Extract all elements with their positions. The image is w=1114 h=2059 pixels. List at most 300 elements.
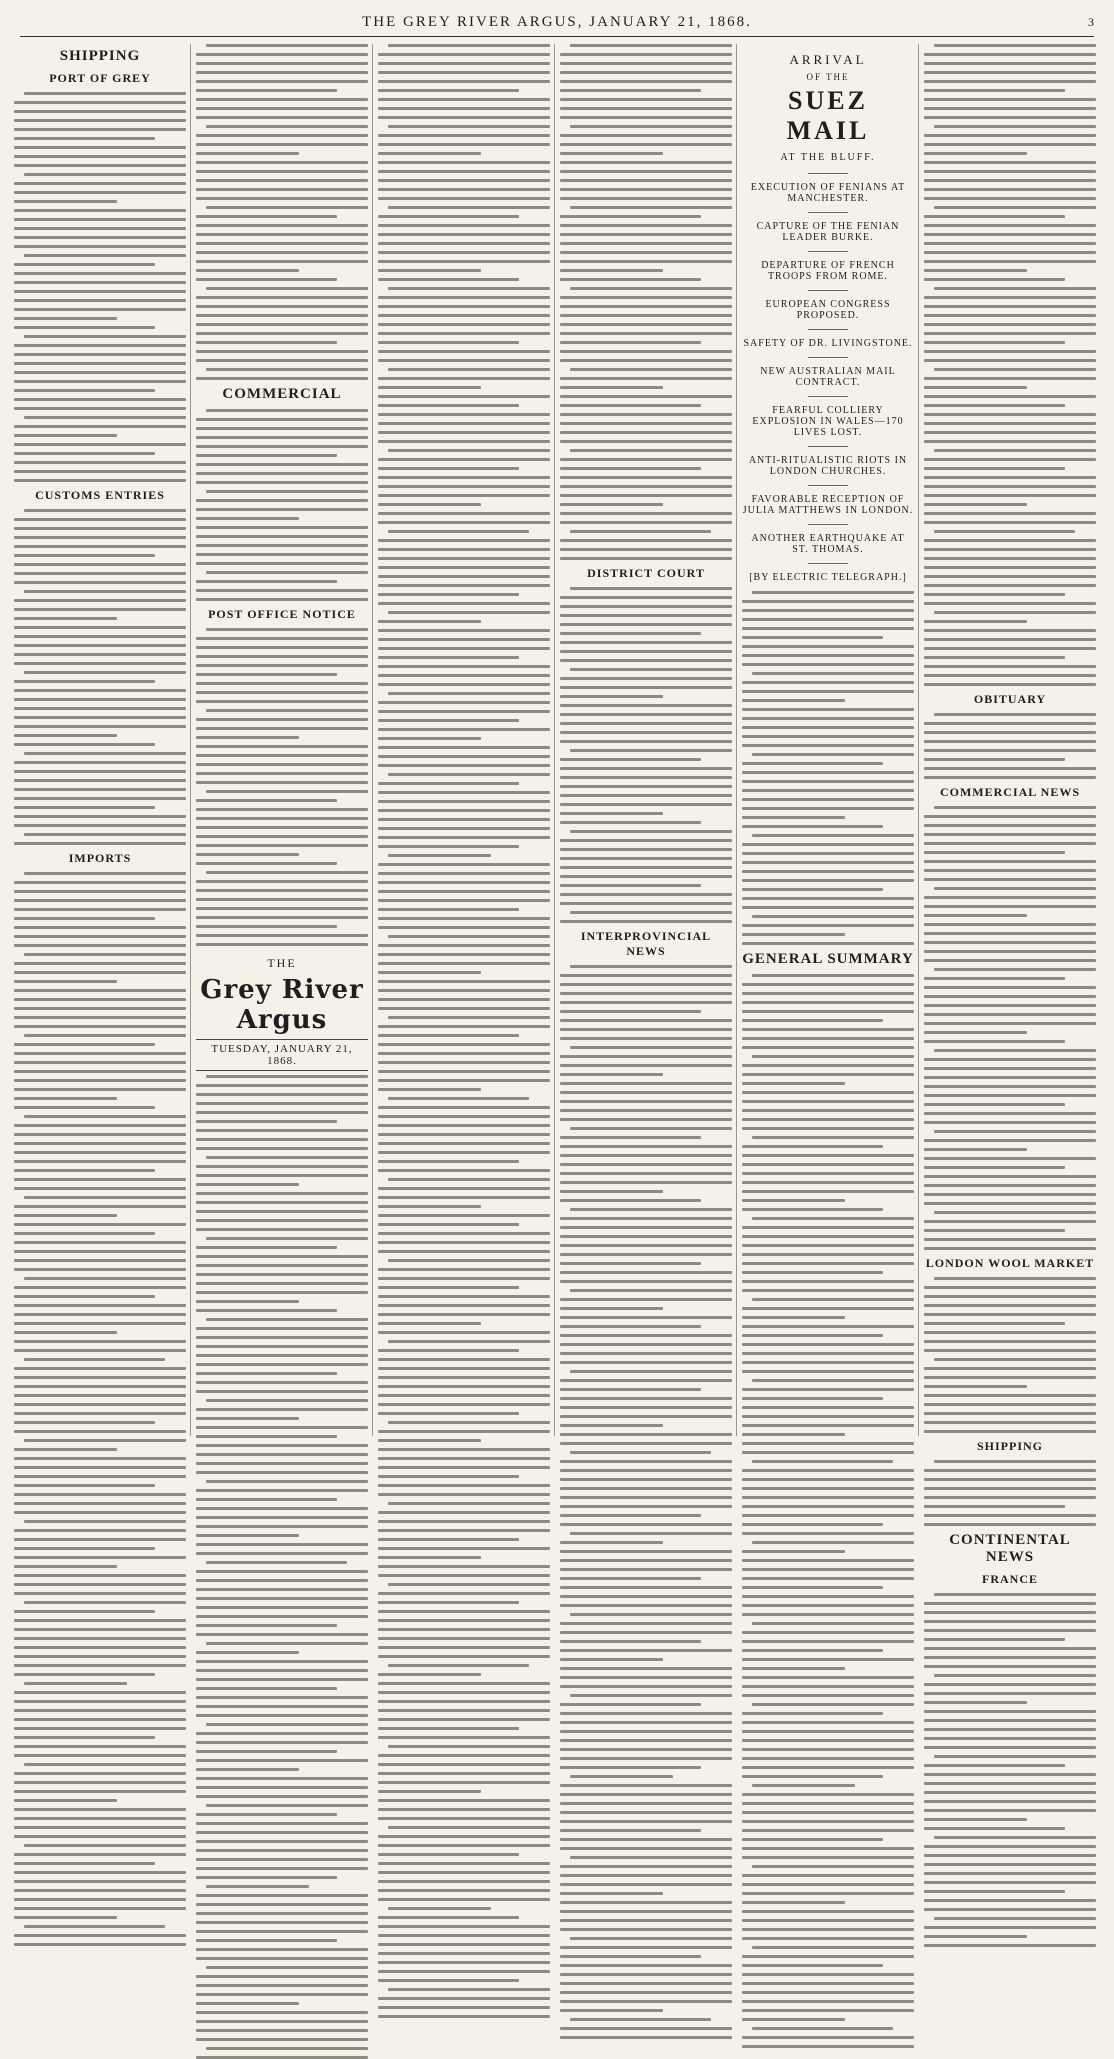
text-line — [570, 911, 732, 914]
text-line — [752, 974, 914, 977]
text-line — [560, 1928, 732, 1931]
text-line — [196, 1246, 337, 1249]
text-line — [570, 1532, 732, 1535]
text-line — [196, 296, 368, 299]
text-line — [196, 1849, 368, 1852]
column-5 — [742, 44, 919, 1436]
text-line — [742, 1883, 914, 1886]
text-line — [378, 1043, 550, 1046]
text-line — [742, 1235, 914, 1238]
text-line — [14, 443, 186, 446]
text-line — [924, 1331, 1096, 1334]
text-line — [14, 1664, 186, 1667]
text-line — [560, 1631, 732, 1634]
text-line — [742, 1964, 883, 1967]
text-line — [560, 641, 732, 644]
text-line — [14, 1448, 117, 1451]
text-line — [560, 1964, 732, 1967]
text-line — [924, 521, 1096, 524]
text-line — [560, 1838, 732, 1841]
text-line — [560, 1091, 732, 1094]
text-line — [560, 1991, 732, 1994]
text-line — [570, 449, 732, 452]
text-line — [378, 782, 519, 785]
text-line — [924, 977, 1065, 980]
text-line — [924, 314, 1096, 317]
text-line — [924, 1944, 1096, 1947]
text-line — [742, 1082, 845, 1085]
masthead-title: Grey River Argus — [200, 975, 364, 1035]
text-line — [570, 1451, 711, 1454]
text-line — [742, 861, 914, 864]
text-line — [924, 1523, 1096, 1526]
text-line — [560, 413, 732, 416]
text-line — [196, 1219, 368, 1222]
text-line — [924, 1013, 1096, 1016]
text-line — [742, 1181, 914, 1184]
text-line — [742, 1901, 845, 1904]
text-line — [14, 146, 186, 149]
text-line — [752, 672, 914, 675]
text-line — [924, 161, 1096, 164]
text-line — [924, 512, 1096, 515]
text-line — [388, 1259, 550, 1262]
text-line — [14, 1655, 186, 1658]
text-line — [934, 44, 1096, 47]
text-line — [742, 1514, 914, 1517]
text-line — [14, 989, 186, 992]
text-line — [752, 1946, 914, 1949]
text-line — [570, 530, 711, 533]
text-line — [742, 992, 914, 995]
text-line — [196, 454, 337, 457]
text-line — [560, 704, 732, 707]
text-line — [14, 1718, 186, 1721]
text-line — [378, 1682, 550, 1685]
text-line — [752, 591, 914, 594]
text-line — [560, 152, 663, 155]
text-line — [14, 1088, 186, 1091]
text-line — [560, 1406, 732, 1409]
text-line — [14, 1322, 186, 1325]
text-line — [14, 1511, 186, 1514]
text-line — [196, 1093, 368, 1096]
text-line — [560, 1199, 701, 1202]
text-line — [196, 1795, 368, 1798]
text-line — [14, 1160, 186, 1163]
text-line — [196, 1408, 368, 1411]
text-line — [560, 2009, 663, 2012]
text-line — [378, 1538, 519, 1541]
text-line — [742, 1712, 883, 1715]
text-line — [560, 659, 732, 662]
text-line — [742, 924, 914, 927]
text-line — [924, 1602, 1096, 1605]
banner-item: ANOTHER EARTHQUAKE AT ST. THOMAS. — [751, 533, 905, 555]
text-line — [196, 143, 368, 146]
text-lines — [924, 713, 1096, 779]
text-line — [196, 472, 368, 475]
text-line — [934, 287, 1096, 290]
text-line — [560, 1325, 701, 1328]
text-line — [378, 512, 550, 515]
text-line — [196, 1939, 337, 1942]
text-line — [196, 1309, 337, 1312]
text-line — [560, 476, 732, 479]
text-line — [196, 1210, 368, 1213]
text-line — [196, 71, 368, 74]
text-line — [560, 614, 732, 617]
text-line — [560, 1541, 663, 1544]
text-line — [742, 1559, 914, 1562]
text-line — [742, 1091, 914, 1094]
text-line — [934, 1211, 1096, 1214]
text-lines — [196, 409, 368, 601]
text-line — [196, 1876, 337, 1879]
text-line — [924, 1719, 1096, 1722]
text-line — [24, 833, 186, 836]
text-line — [14, 779, 186, 782]
text-line — [196, 1516, 368, 1519]
text-line — [378, 521, 550, 524]
text-line — [24, 953, 186, 956]
text-line — [924, 1728, 1096, 1731]
text-line — [560, 197, 732, 200]
text-line — [378, 656, 519, 659]
text-line — [924, 731, 1096, 734]
text-line — [206, 1480, 368, 1483]
text-line — [196, 589, 368, 592]
text-line — [924, 995, 1096, 998]
text-line — [14, 1610, 155, 1613]
text-line — [196, 1624, 337, 1627]
text-line — [24, 1196, 186, 1199]
text-line — [196, 1102, 368, 1105]
text-line — [560, 1757, 732, 1760]
text-line — [924, 305, 1096, 308]
section-heading-commercial-news: COMMERCIAL NEWS — [939, 785, 1080, 799]
text-line — [196, 1867, 368, 1870]
text-line — [206, 206, 368, 209]
text-line — [742, 1487, 914, 1490]
text-line — [924, 1022, 1096, 1025]
text-line — [742, 1100, 914, 1103]
text-line — [196, 445, 368, 448]
text-line — [378, 1250, 550, 1253]
text-line — [14, 1808, 186, 1811]
text-line — [752, 1379, 914, 1382]
text-line — [378, 1106, 550, 1109]
text-line — [14, 281, 186, 284]
text-line — [196, 350, 368, 353]
text-line — [206, 490, 368, 493]
text-line — [14, 227, 186, 230]
text-line — [570, 1856, 732, 1859]
text-line — [378, 233, 550, 236]
text-line — [742, 1433, 845, 1436]
text-line — [560, 713, 732, 716]
text-line — [924, 1818, 1027, 1821]
text-line — [560, 215, 701, 218]
text-line — [388, 1016, 550, 1019]
text-line — [14, 1781, 186, 1784]
text-line — [378, 1430, 550, 1433]
text-line — [924, 1031, 1027, 1034]
text-line — [14, 998, 186, 1001]
text-line — [14, 962, 186, 965]
text-line — [206, 368, 368, 371]
masthead-the: THE — [267, 956, 297, 970]
text-line — [742, 1316, 845, 1319]
text-line — [14, 917, 155, 920]
text-line — [924, 1157, 1096, 1160]
text-line — [14, 434, 117, 437]
text-line — [560, 1919, 732, 1922]
text-line — [196, 598, 368, 601]
text-line — [924, 1121, 1096, 1124]
text-line — [560, 902, 732, 905]
text-line — [924, 1845, 1096, 1848]
text-line — [924, 1710, 1096, 1713]
text-line — [924, 1349, 1096, 1352]
text-line — [742, 2045, 914, 2048]
text-line — [196, 215, 337, 218]
text-line — [24, 335, 186, 338]
text-line — [924, 896, 1096, 899]
text-line — [924, 1193, 1096, 1196]
text-line — [934, 1460, 1096, 1463]
text-line — [924, 215, 1065, 218]
text-line — [924, 869, 1096, 872]
text-line — [378, 1646, 550, 1649]
banner-suez-mail: SUEZ MAIL — [786, 86, 870, 145]
text-line — [742, 1442, 914, 1445]
text-line — [14, 272, 186, 275]
text-line — [196, 1921, 368, 1924]
text-line — [196, 1174, 368, 1177]
text-line — [196, 179, 368, 182]
text-line — [560, 161, 732, 164]
text-line — [24, 1115, 186, 1118]
text-line — [560, 1361, 732, 1364]
text-line — [560, 1379, 732, 1382]
text-line — [924, 842, 1096, 845]
text-line — [378, 1304, 550, 1307]
text-line — [924, 494, 1096, 497]
text-line — [196, 2020, 368, 2023]
text-line — [196, 197, 368, 200]
text-line — [378, 1763, 550, 1766]
text-line — [560, 1082, 732, 1085]
text-line — [378, 251, 550, 254]
text-line — [378, 1619, 550, 1622]
text-line — [560, 1397, 732, 1400]
text-line — [14, 425, 186, 428]
text-line — [560, 983, 732, 986]
text-line — [924, 1148, 1027, 1151]
text-line — [934, 530, 1075, 533]
text-line — [196, 1264, 368, 1267]
text-line — [24, 1439, 186, 1442]
text-line — [14, 1268, 186, 1271]
text-line — [560, 233, 732, 236]
text-line — [560, 53, 732, 56]
text-line — [14, 1097, 117, 1100]
text-line — [924, 833, 1096, 836]
text-line — [196, 242, 368, 245]
text-line — [378, 170, 550, 173]
text-line — [560, 1037, 732, 1040]
text-lines — [924, 1593, 1096, 1947]
text-line — [742, 1001, 914, 1004]
text-line — [742, 1370, 914, 1373]
text-line — [924, 296, 1096, 299]
column-1 — [14, 44, 191, 1436]
text-line — [560, 395, 732, 398]
text-line — [924, 1701, 1027, 1704]
text-line — [560, 503, 663, 506]
text-line — [560, 650, 732, 653]
text-line — [14, 797, 186, 800]
text-line — [934, 1836, 1096, 1839]
text-line — [14, 1403, 186, 1406]
text-line — [14, 155, 186, 158]
text-line — [388, 368, 550, 371]
text-line — [560, 1523, 732, 1526]
text-line — [378, 224, 550, 227]
text-line — [378, 215, 519, 218]
text-line — [924, 116, 1096, 119]
text-line — [742, 1613, 914, 1616]
text-line — [924, 740, 1096, 743]
text-line — [752, 1784, 855, 1787]
text-line — [752, 1136, 914, 1139]
text-line — [14, 1556, 186, 1559]
text-line — [14, 182, 186, 185]
text-line — [14, 362, 186, 365]
text-line — [924, 1067, 1096, 1070]
text-line — [560, 1019, 732, 1022]
text-line — [924, 1863, 1096, 1866]
text-line — [742, 1793, 914, 1796]
text-line — [14, 371, 186, 374]
text-line — [14, 1727, 186, 1730]
text-line — [378, 1844, 550, 1847]
text-line — [388, 530, 529, 533]
text-line — [14, 1916, 117, 1919]
text-line — [924, 1827, 1065, 1830]
text-line — [924, 359, 1096, 362]
section-heading-general-summary: GENERAL SUMMARY — [742, 951, 914, 967]
column-3 — [378, 44, 555, 1436]
text-line — [14, 626, 186, 629]
text-line — [924, 89, 1065, 92]
text-line — [378, 1862, 550, 1865]
text-line — [196, 907, 368, 910]
text-line — [934, 806, 1096, 809]
text-line — [570, 587, 732, 590]
text-line — [742, 1343, 914, 1346]
text-line — [560, 1163, 732, 1166]
text-line — [14, 1871, 186, 1874]
text-line — [378, 440, 550, 443]
text-line — [378, 80, 550, 83]
text-line — [924, 143, 1096, 146]
text-line — [560, 116, 732, 119]
text-line — [196, 463, 368, 466]
text-line — [196, 1579, 368, 1582]
text-line — [196, 1543, 368, 1546]
text-line — [560, 1073, 663, 1076]
text-line — [924, 1638, 1065, 1641]
text-line — [378, 1889, 550, 1892]
text-line — [560, 893, 732, 896]
text-line — [934, 1755, 1096, 1758]
text-line — [14, 662, 186, 665]
text-line — [14, 1529, 186, 1532]
text-line — [196, 377, 368, 380]
text-lines — [196, 1075, 368, 2059]
text-line — [196, 314, 368, 317]
text-line — [378, 1610, 550, 1613]
text-line — [742, 1073, 914, 1076]
text-line — [934, 1917, 1096, 1920]
text-line — [560, 1505, 732, 1508]
text-line — [378, 602, 550, 605]
text-line — [560, 812, 663, 815]
text-line — [196, 637, 368, 640]
text-line — [742, 1802, 914, 1805]
text-line — [560, 1190, 663, 1193]
text-line — [14, 290, 186, 293]
text-line — [196, 1984, 368, 1987]
text-line — [378, 152, 481, 155]
text-line — [924, 548, 1096, 551]
text-line — [14, 1574, 186, 1577]
text-line — [378, 1034, 519, 1037]
text-line — [14, 380, 186, 383]
banner-at-bluff: AT THE BLUFF. — [780, 152, 876, 163]
text-line — [378, 566, 550, 569]
text-line — [14, 1745, 186, 1748]
text-line — [196, 1948, 368, 1951]
text-line — [742, 1568, 914, 1571]
text-line — [742, 1586, 883, 1589]
text-line — [196, 799, 337, 802]
text-line — [378, 1520, 550, 1523]
text-line — [378, 197, 550, 200]
text-line — [560, 1100, 732, 1103]
text-line — [742, 1910, 914, 1913]
text-line — [378, 143, 550, 146]
text-line — [196, 323, 368, 326]
text-line — [14, 1835, 186, 1838]
text-line — [14, 599, 186, 602]
text-line — [24, 671, 186, 674]
text-line — [378, 98, 550, 101]
text-line — [378, 1457, 550, 1460]
text-line — [196, 1129, 368, 1132]
text-line — [560, 623, 732, 626]
text-line — [924, 1229, 1065, 1232]
text-line — [924, 80, 1096, 83]
text-line — [378, 1286, 519, 1289]
text-line — [924, 107, 1096, 110]
text-line — [14, 1493, 186, 1496]
text-line — [388, 1745, 550, 1748]
text-line — [14, 1241, 186, 1244]
text-line — [742, 897, 914, 900]
